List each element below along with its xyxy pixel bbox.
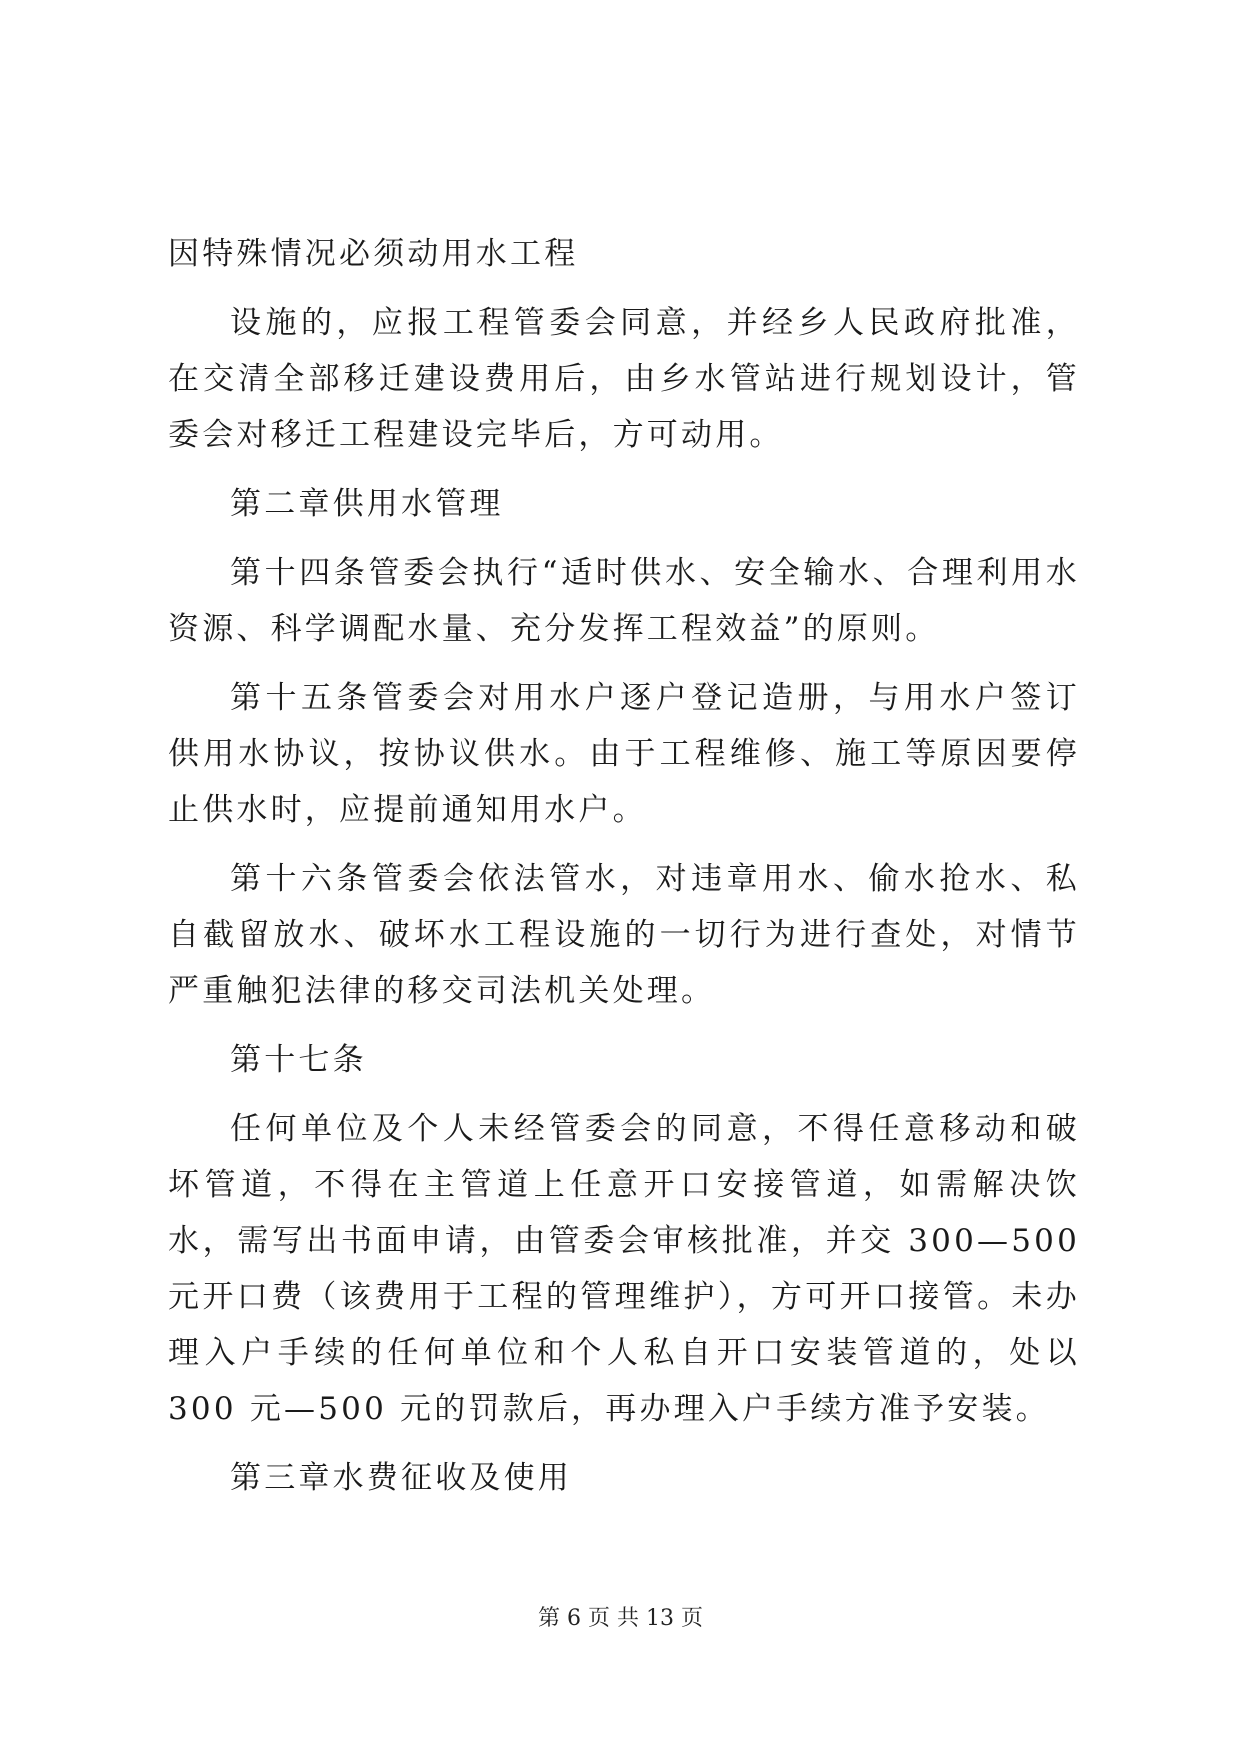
paragraph-continuation: 因特殊情况必须动用水工程 xyxy=(168,236,579,272)
chapter-heading-2: 第二章供用水管理 xyxy=(230,486,504,522)
document-body xyxy=(168,226,1080,1519)
page-number: 第 6 页 共 13 页 xyxy=(538,1606,703,1631)
article-17-heading: 第十七条 xyxy=(230,1042,367,1078)
article-17-body: 任何单位及个人未经管委会的同意，不得任意移动和破坏管道，不得在主管道上任意开口安接管道，如需解决饮水，需写出书面申请，由管委会审核批准，并交 300—500 元开口费（该费用于工程的管理维护），方可开口接管。未办理入户手续的任何单位和个人私自开口安装管道的，处以 300 元—500 元的罚款后，再办理入户手续方准予安装。 xyxy=(168,1111,1080,1427)
paragraph-facility-relocation: 设施的，应报工程管委会同意，并经乡人民政府批准，在交清全部移迁建设费用后，由乡水管站进行规划设计，管委会对移迁工程建设完毕后，方可动用。 xyxy=(168,305,1080,453)
article-14: 第十四条管委会执行“适时供水、安全输水、合理利用水资源、科学调配水量、充分发挥工程效益”的原则。 xyxy=(168,555,1080,647)
chapter-heading-3: 第三章水费征收及使用 xyxy=(230,1460,572,1496)
article-16: 第十六条管委会依法管水，对违章用水、偷水抢水、私自截留放水、破坏水工程设施的一切行为进行查处，对情节严重触犯法律的移交司法机关处理。 xyxy=(168,861,1080,1009)
article-15: 第十五条管委会对用水户逐户登记造册，与用水户签订供用水协议，按协议供水。由于工程维修、施工等原因要停止供水时，应提前通知用水户。 xyxy=(168,680,1080,828)
page-footer xyxy=(0,1604,1241,1634)
